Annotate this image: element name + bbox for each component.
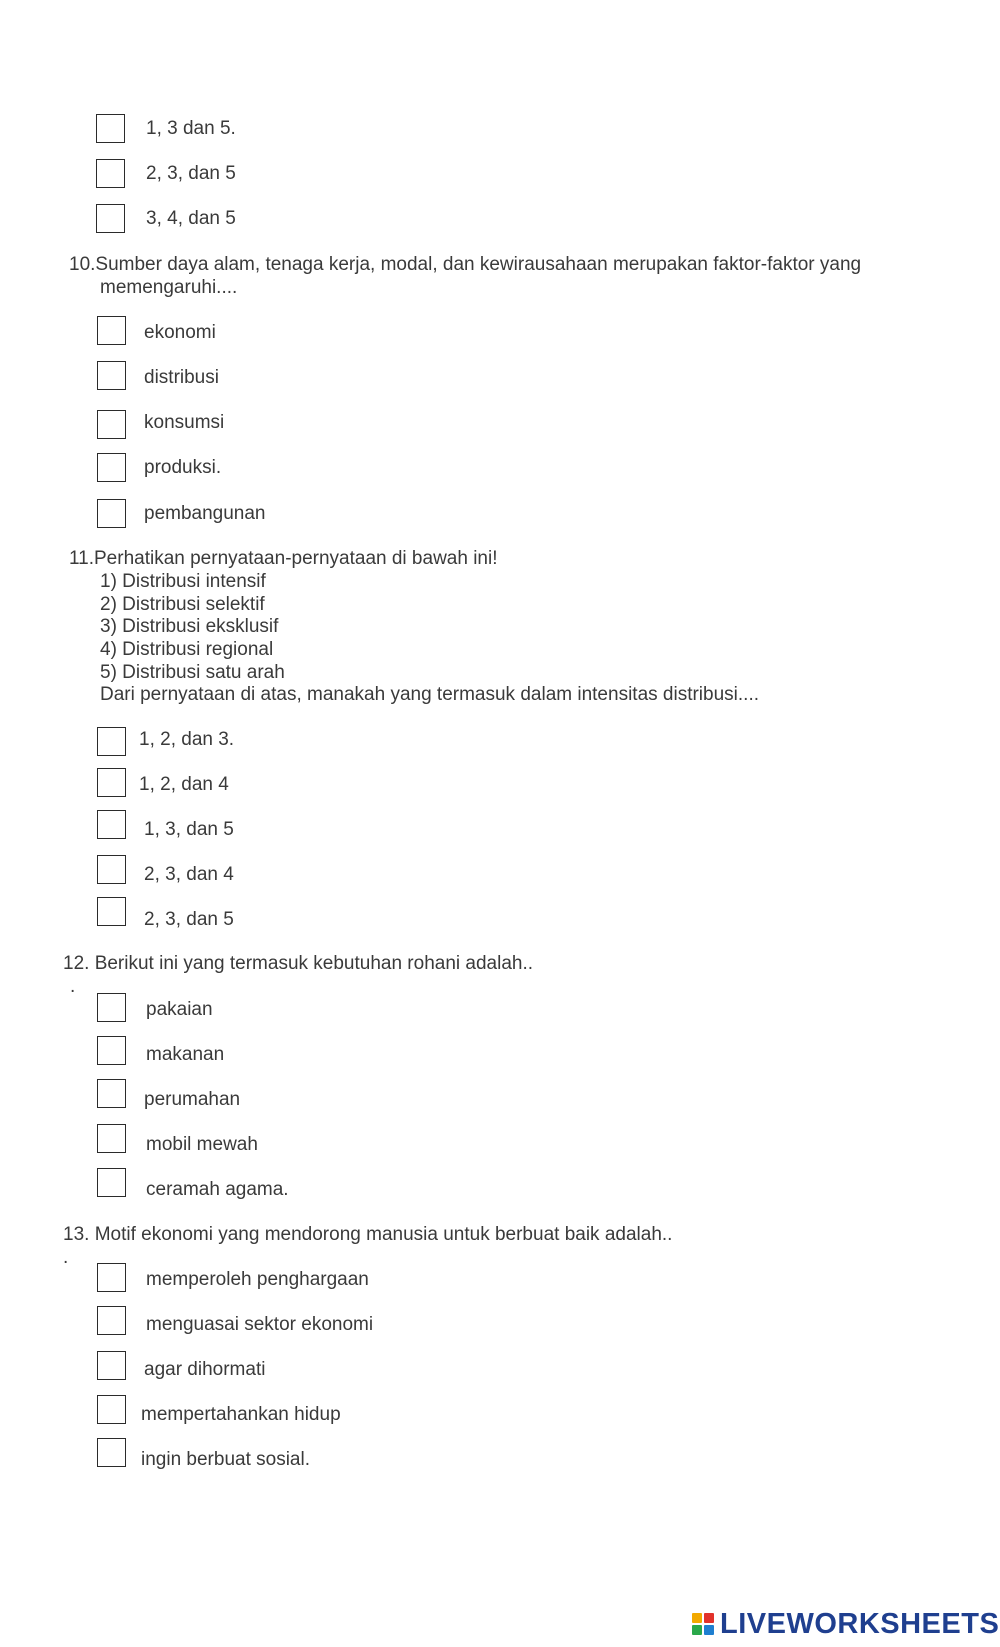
q12-option-2-label: makanan: [146, 1044, 225, 1065]
q11-option-3-checkbox[interactable]: [97, 810, 126, 839]
q11-option-2-label: 1, 2, dan 4: [139, 774, 229, 795]
q13-option-3-checkbox[interactable]: [97, 1351, 126, 1380]
q12-option-3-checkbox[interactable]: [97, 1079, 126, 1108]
q11-statement-1: 1) Distribusi intensif: [100, 571, 266, 592]
q10-option-2-checkbox[interactable]: [97, 361, 126, 390]
q13-dot: .: [63, 1247, 69, 1268]
q12-option-3-label: perumahan: [144, 1089, 241, 1110]
q11-question-line-1: 11.Perhatikan pernyataan-pernyataan di bawah ini!: [69, 548, 498, 569]
q9-option-3-checkbox[interactable]: [96, 204, 125, 233]
q11-option-4-checkbox[interactable]: [97, 855, 126, 884]
q13-option-2-label: menguasai sektor ekonomi: [146, 1314, 374, 1335]
liveworksheets-logo-icon: [692, 1613, 714, 1635]
q11-option-1-label: 1, 2, dan 3.: [139, 729, 235, 750]
q12-option-5-checkbox[interactable]: [97, 1168, 126, 1197]
q12-option-1-checkbox[interactable]: [97, 993, 126, 1022]
q10-question-line-1: 10.Sumber daya alam, tenaga kerja, modal, dan kewirausahaan merupakan faktor-faktor yang: [69, 254, 862, 275]
q11-option-5-label: 2, 3, dan 5: [144, 909, 234, 930]
q9-option-1-label: 1, 3 dan 5.: [146, 118, 236, 139]
logo-square-blue: [704, 1625, 714, 1635]
q10-option-3-checkbox[interactable]: [97, 410, 126, 439]
q9-option-2-label: 2, 3, dan 5: [146, 163, 236, 184]
q13-option-5-checkbox[interactable]: [97, 1438, 126, 1467]
q11-option-1-checkbox[interactable]: [97, 727, 126, 756]
q11-statement-3: 3) Distribusi eksklusif: [100, 616, 279, 637]
q11-prompt: Dari pernyataan di atas, manakah yang termasuk dalam intensitas distribusi....: [100, 684, 759, 705]
q12-option-5-label: ceramah agama.: [146, 1179, 289, 1200]
logo-square-yellow: [692, 1613, 702, 1623]
q11-option-3-label: 1, 3, dan 5: [144, 819, 234, 840]
logo-square-green: [692, 1625, 702, 1635]
q13-option-1-label: memperoleh penghargaan: [146, 1269, 369, 1290]
q13-option-3-label: agar dihormati: [144, 1359, 266, 1380]
q13-option-4-checkbox[interactable]: [97, 1395, 126, 1424]
q12-option-4-checkbox[interactable]: [97, 1124, 126, 1153]
q9-option-2-checkbox[interactable]: [96, 159, 125, 188]
q10-option-2-label: distribusi: [144, 367, 219, 388]
q11-option-4-label: 2, 3, dan 4: [144, 864, 234, 885]
q12-option-2-checkbox[interactable]: [97, 1036, 126, 1065]
q10-option-5-label: pembangunan: [144, 503, 266, 524]
q9-option-1-checkbox[interactable]: [96, 114, 125, 143]
q12-option-1-label: pakaian: [146, 999, 213, 1020]
q10-option-1-label: ekonomi: [144, 322, 216, 343]
q13-option-1-checkbox[interactable]: [97, 1263, 126, 1292]
q11-statement-4: 4) Distribusi regional: [100, 639, 274, 660]
q12-option-4-label: mobil mewah: [146, 1134, 258, 1155]
q10-option-4-label: produksi.: [144, 457, 222, 478]
liveworksheets-wordmark: LIVEWORKSHEETS: [720, 1607, 1000, 1640]
q10-option-4-checkbox[interactable]: [97, 453, 126, 482]
q13-option-2-checkbox[interactable]: [97, 1306, 126, 1335]
liveworksheets-logo: [692, 1609, 999, 1639]
q13-option-4-label: mempertahankan hidup: [141, 1404, 341, 1425]
q13-option-5-label: ingin berbuat sosial.: [141, 1449, 310, 1470]
q13-question-line-1: 13. Motif ekonomi yang mendorong manusia untuk berbuat baik adalah..: [63, 1224, 673, 1245]
q10-question-line-2: memengaruhi....: [100, 277, 238, 298]
q11-statement-5: 5) Distribusi satu arah: [100, 662, 285, 683]
q11-statement-2: 2) Distribusi selektif: [100, 594, 265, 615]
q11-option-5-checkbox[interactable]: [97, 897, 126, 926]
q12-dot: .: [70, 976, 76, 997]
q10-option-1-checkbox[interactable]: [97, 316, 126, 345]
q10-option-5-checkbox[interactable]: [97, 499, 126, 528]
q11-option-2-checkbox[interactable]: [97, 768, 126, 797]
logo-square-red: [704, 1613, 714, 1623]
q9-option-3-label: 3, 4, dan 5: [146, 208, 236, 229]
q12-question-line-1: 12. Berikut ini yang termasuk kebutuhan rohani adalah..: [63, 953, 534, 974]
q10-option-3-label: konsumsi: [144, 412, 225, 433]
